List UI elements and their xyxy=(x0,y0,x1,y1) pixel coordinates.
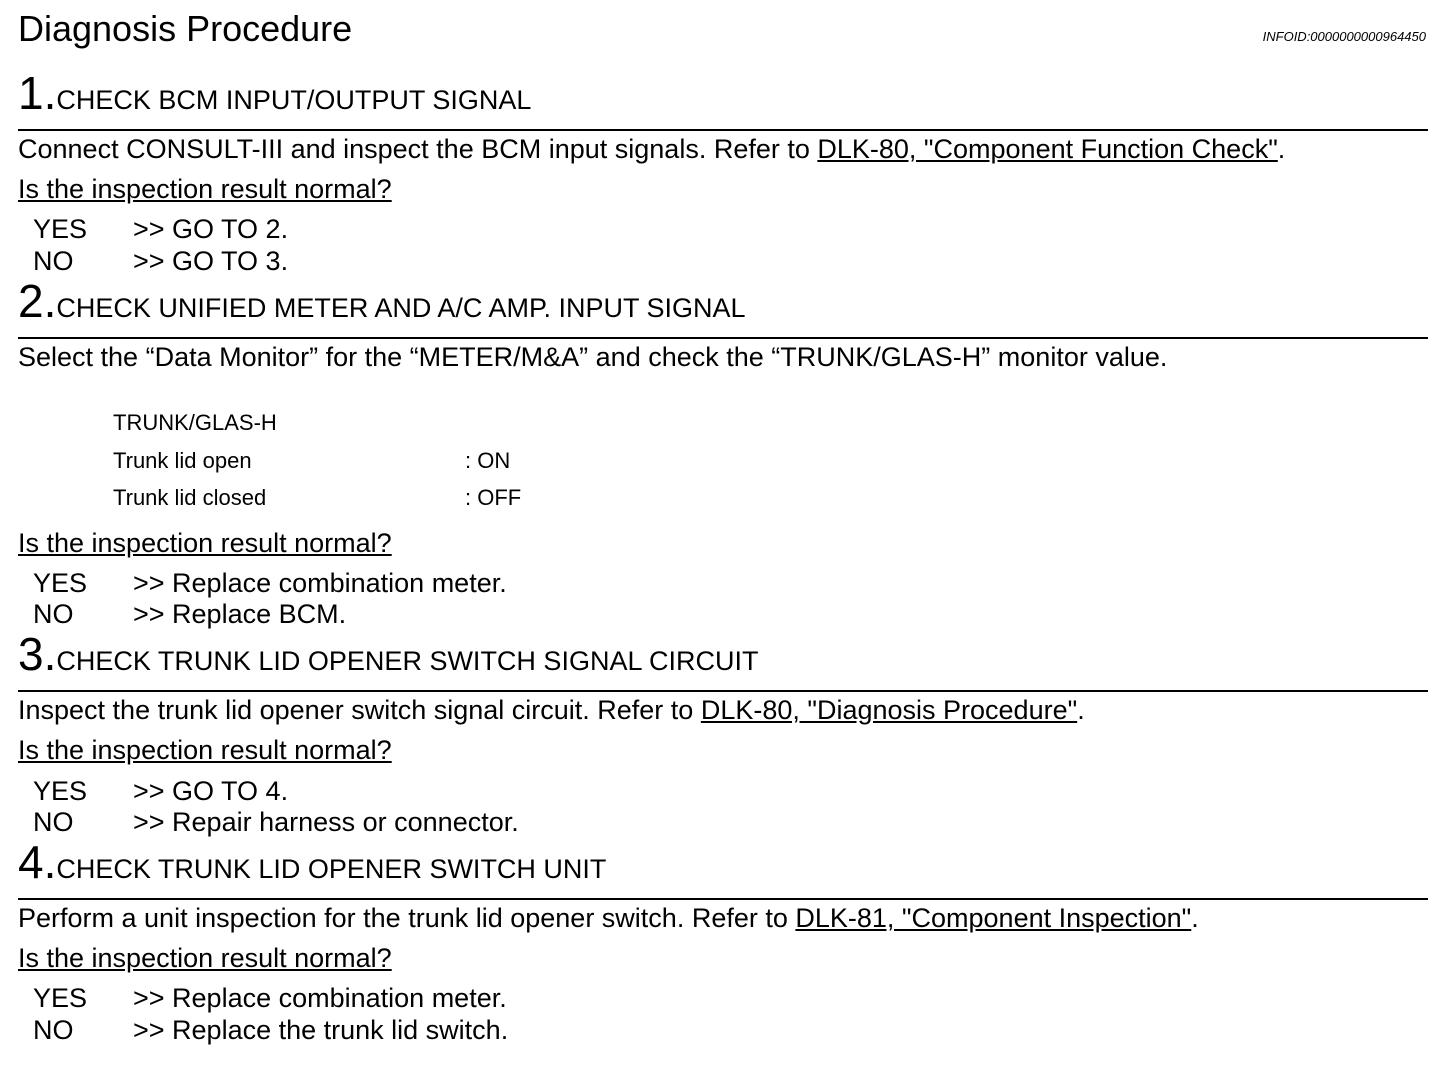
step-1-reference-link[interactable]: DLK-80, "Component Function Check" xyxy=(817,134,1278,164)
step-1-divider xyxy=(18,129,1428,131)
monitor-condition-open: Trunk lid open xyxy=(113,448,252,473)
monitor-value-closed: : OFF xyxy=(465,485,522,510)
step-2-title: CHECK UNIFIED METER AND A/C AMP. INPUT SIGNAL xyxy=(56,293,746,323)
step-4-header xyxy=(18,835,606,889)
step-2-no-label: NO xyxy=(33,599,74,629)
step-3-no-action: >> Repair harness or connector. xyxy=(133,807,519,837)
step-1-header xyxy=(18,66,531,120)
step-4-question: Is the inspection result normal? xyxy=(18,943,392,973)
step-4-text-post: . xyxy=(1191,903,1199,933)
step-1-text-post: . xyxy=(1277,134,1286,164)
step-1-yes-label: YES xyxy=(33,214,88,244)
step-4-no-action: >> Replace the trunk lid switch. xyxy=(133,1015,509,1045)
page-title: Diagnosis Procedure xyxy=(18,8,353,49)
step-4-title: CHECK TRUNK LID OPENER SWITCH UNIT xyxy=(56,854,607,884)
step-1-no-action: >> GO TO 3. xyxy=(133,246,289,276)
step-2-yes-label: YES xyxy=(33,568,88,598)
step-2-number: 2. xyxy=(18,275,57,327)
step-2-yes-action: >> Replace combination meter. xyxy=(133,568,507,598)
step-4-instruction xyxy=(18,903,1199,934)
step-3-text-pre: Inspect the trunk lid opener switch signal circuit. Refer to xyxy=(18,695,701,725)
step-4-number: 4. xyxy=(18,836,57,888)
step-2-instruction: Select the “Data Monitor” for the “METER/M&A” and check the “TRUNK/GLAS-H” monitor value. xyxy=(18,342,1168,372)
step-3-question: Is the inspection result normal? xyxy=(18,735,392,765)
step-2-header xyxy=(18,274,746,328)
step-1-title: CHECK BCM INPUT/OUTPUT SIGNAL xyxy=(56,85,532,115)
step-4-yes-label: YES xyxy=(33,983,88,1013)
monitor-condition-closed: Trunk lid closed xyxy=(113,485,267,510)
step-1-text-pre: Connect CONSULT-III and inspect the BCM input signals. Refer to xyxy=(18,134,818,164)
step-4-text-pre: Perform a unit inspection for the trunk lid opener switch. Refer to xyxy=(18,903,796,933)
step-3-text-post: . xyxy=(1077,695,1085,725)
step-2-divider xyxy=(18,337,1428,339)
step-1-instruction xyxy=(18,134,1285,165)
step-2-no-action: >> Replace BCM. xyxy=(133,599,347,629)
step-3-divider xyxy=(18,690,1428,692)
step-3-yes-label: YES xyxy=(33,776,88,806)
step-4-reference-link[interactable]: DLK-81, "Component Inspection" xyxy=(795,903,1192,933)
step-3-reference-link[interactable]: DLK-80, "Diagnosis Procedure" xyxy=(700,695,1078,725)
step-3-title: CHECK TRUNK LID OPENER SWITCH SIGNAL CIRCUIT xyxy=(56,646,759,676)
step-1-yes-action: >> GO TO 2. xyxy=(133,214,289,244)
step-3-header xyxy=(18,627,758,681)
monitor-item-name: TRUNK/GLAS-H xyxy=(113,410,277,435)
step-4-no-label: NO xyxy=(33,1015,74,1045)
info-id: INFOID:0000000000964450 xyxy=(1262,29,1426,44)
step-3-no-label: NO xyxy=(33,807,74,837)
step-4-divider xyxy=(18,898,1428,900)
step-3-yes-action: >> GO TO 4. xyxy=(133,776,289,806)
step-2-question: Is the inspection result normal? xyxy=(18,528,392,558)
step-3-number: 3. xyxy=(18,628,57,680)
step-1-no-label: NO xyxy=(33,246,74,276)
step-3-instruction xyxy=(18,695,1085,726)
step-1-question: Is the inspection result normal? xyxy=(18,174,392,204)
step-1-number: 1. xyxy=(18,67,57,119)
step-4-yes-action: >> Replace combination meter. xyxy=(133,983,507,1013)
monitor-value-open: : ON xyxy=(465,448,511,473)
